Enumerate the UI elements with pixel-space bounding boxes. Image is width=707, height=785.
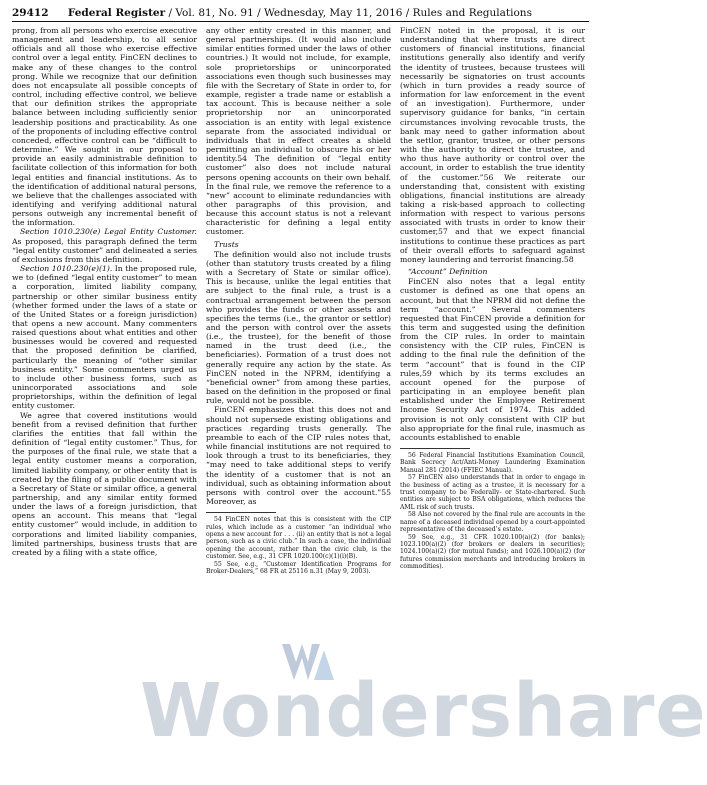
footnote: 59 See, e.g., 31 CFR 1020.100(a)(2) (for banks); 1023.100(a)(2) (for brokers or dealers in securities); 1024.100(a)(2) (for mutual funds); and 1026.100(a)(2) (for futures commission merchants and introducing brokers in commodities). [400,533,585,571]
paragraph: any other entity created in this manner, and general partnerships. (It would also include similar entities formed under the laws of other countries.) It would not include, for example, sole proprietorships or unincorporated associations even though such businesses may file with the Secretary of State in order to, for example, register a trade name or establish a tax account. This is because neither a sole proprietorship nor an unincorporated association is an entity with legal existence separate from the associated individual or individuals that in effect creates a shield permitting an individual to obscure his or her identity.54 The definition of “legal entity customer” also does not include natural persons opening accounts on their own behalf. In the final rule, we remove the reference to a “new” account to eliminate redundancies with other paragraphs of this provision, and because this account status is not a relevant characteristic for defining a legal entity customer. [206,26,391,237]
publication-title: Federal Register [67,7,166,19]
footnote: 54 FinCEN notes that this is consistent with the CIP rules, which include as a customer “an individual who opens a new account for . . . (ii) an entity that is not a legal person, such as a civic club.” In such a case, the individual opening the account, rather than the civic club, is the customer. See, e.g., 31 CFR 1020.100(c)(1)(i)(B). [206,516,391,561]
footnote-rule [400,448,470,449]
column-2 [206,26,391,781]
footnote-rule [206,512,276,513]
footnote: 57 FinCEN also understands that in order to engage in the business of acting as a trustee, it is necessary for a trust company to be Federally- or State-chartered. Such entities are subject to BSA obligations, which reduces the AML risk of such trusts. [400,474,585,511]
section-heading: Trusts [214,239,239,249]
column-1 [12,26,197,781]
footnote: 56 Federal Financial Institutions Examination Council, Bank Secrecy Act/Anti-Money Laundering Examination Manual 281 (2014) (FFIEC Manual). [400,452,585,474]
paragraph [12,227,197,264]
section-heading: “Account” Definition [408,267,488,277]
paragraph: prong, from all persons who exercise executive management and leadership, to all senior officials and all those who exercise effective control over a legal entity. FinCEN declines to make any of these changes to the control prong. While we recognize that our definition does not encapsulate all possible concepts of control, including effective control, we believe that our definition strikes the appropriate balance between including sufficiently senior leadership positions and practicability. As one of the proponents of including effective control conceded, effective control can be “difficult to determine.” We sought in our proposal to provide an easily administrable definition to facilitate collection of this information for both legal entities and financial institutions. As to the identification of additional natural persons, we believe that the challenges associated with identifying and verifying additional natural persons outweigh any incremental benefit of the information. [12,26,197,228]
watermark-text: Wondershare [140,668,707,754]
column-3 [400,26,585,781]
paragraph-text: As proposed, this paragraph defined the term “legal entity customer” and delineated a series of exclusions from this definition. [12,236,197,264]
paragraph: FinCEN emphasizes that this does not and should not supersede existing obligations and practices regarding trusts generally. The preamble to each of the CIP rules notes that, while financial institutions are not required to look through a trust to its beneficiaries, they “may need to take additional steps to verify the identity of a customer that is not an individual, such as obtaining information about persons with control over the account.”55 Moreover, as [206,405,391,506]
paragraph: FinCEN noted in the proposal, it is our understanding that where trusts are direct customers of financial institutions, financial institutions generally also identify and verify the identity of trustees, because trustees will necessarily be signatories on trust accounts (which in turn provides a ready source of information for law enforcement in the event of an investigation). Furthermore, under supervisory guidance for banks, “in certain circumstances involving revocable trusts, the bank may need to gather information about the settlor, grantor, trustee, or other persons with the authority to direct the trustee, and who thus have authority or control over the account, in order to establish the true identity of the customer.”56 We reiterate our understanding that, consistent with existing obligations, financial institutions are already taking a risk-based approach to collecting information with respect to various persons associated with trusts in order to know their customer,57 and that we expect financial institutions to continue these practices as part of their overall efforts to safeguard against money laundering and terrorist financing.58 [400,26,585,264]
page-header [12,6,589,20]
paragraph [12,264,197,411]
section-lead: Section 1010.230(e)(1). [20,264,113,274]
paragraph-text: In the proposed rule, we to (defined “legal entity customer” to mean a corporation, limited liability company, partnership or other similar business entity (whether formed under the laws of a state or of the United States or a foreign jurisdiction) that opens a new account. Many commenters raised questions about what entities and other businesses would be covered and requested that the proposed definition be clarified, particularly the meaning of “other similar business entity.” Some commenters urged us to include other business forms, such as unincorporated associations and sole proprietorships, within the definition of legal entity customer. [12,264,197,411]
paragraph: The definition would also not include trusts (other than statutory trusts created by a filing with a Secretary of State or similar office). This is because, unlike the legal entities that are subject to the final rule, a trust is a contractual arrangement between the person who provides the funds or other assets and specifies the terms (i.e., the grantor or settlor) and the person with control over the assets (i.e., the trustee), for the benefit of those named in the trust deed (i.e., the beneficiaries). Formation of a trust does not generally require any action by the state. As FinCEN noted in the NPRM, identifying a “beneficial owner” from among these parties, based on the definition in the proposed or final rule, would not be possible. [206,249,391,406]
footnote: 55 See, e.g., “Customer Identification Programs for Broker-Dealers,” 68 FR at 25116 n.31 (May 9, 2003). [206,560,391,575]
footnote: 58 Also not covered by the final rule are accounts in the name of a deceased individual opened by a court-appointed representative of the deceased’s estate. [400,511,585,534]
issue-details: / Vol. 81, No. 91 / Wednesday, May 11, 2016 / Rules and Regulations [168,7,532,19]
header-rule [12,21,589,22]
paragraph: We agree that covered institutions would benefit from a revised definition that further clarifies the entities that fall within the definition of “legal entity customer.” Thus, for the purposes of the final rule, we state that a legal entity customer means a corporation, limited liability company, or other entity that is created by the filing of a public document with a Secretary of State or similar office, a general partnership, and any similar entity formed under the laws of a foreign jurisdiction, that opens an account. This means that “legal entity customer” would include, in addition to corporations and limited liability companies, limited partnerships, business trusts that are created by a filing with a state office, [12,410,197,557]
paragraph: FinCEN also notes that a legal entity customer is defined as one that opens an account, but that the NPRM did not define the term “account.” Several commenters requested that FinCEN provide a definition for this term and suggested using the definition from the CIP rules. In order to maintain consistency with the CIP rules, FinCEN is adding to the final rule the definition of the term “account” that is found in the CIP rules,59 which by its terms excludes an account opened for the purpose of participating in an employee benefit plan established under the Employee Retirement Income Security Act of 1974. This added provision is not only consistent with CIP but also appropriate for the final rule, inasmuch as accounts established to enable [400,277,585,442]
page-number: 29412 [12,7,49,19]
section-lead: Section 1010.230(e) Legal Entity Customer. [20,227,197,237]
